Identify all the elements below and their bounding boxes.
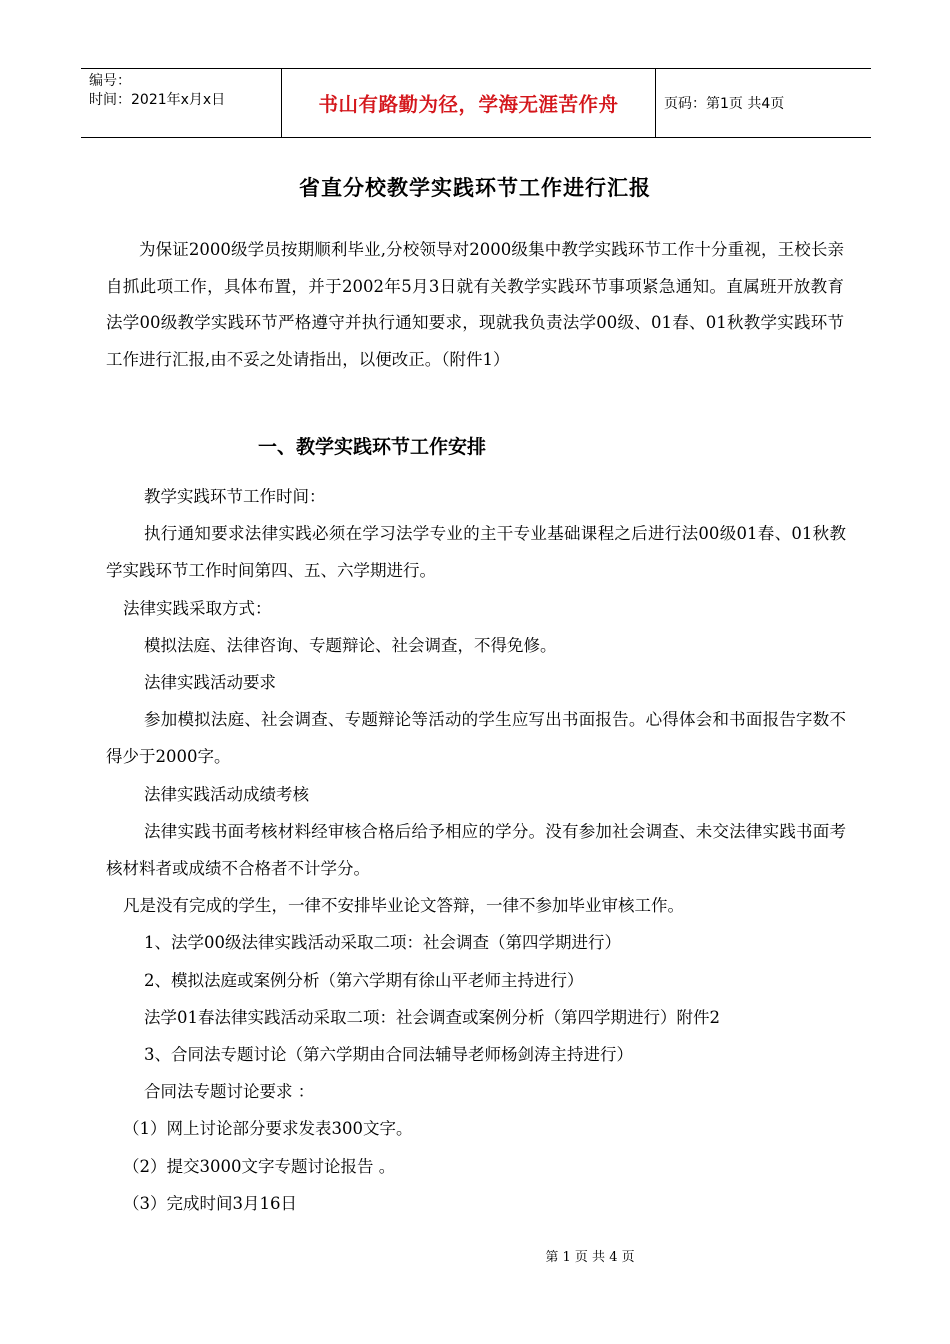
practice-assessment-text: 法律实践书面考核材料经审核合格后给予相应的学分。没有参加社会调查、未交法律实践书面考核材料者或成绩不合格者不计学分。 [106, 821, 846, 879]
work-time-label: 教学实践环节工作时间： [144, 487, 326, 506]
practice-assessment-label: 法律实践活动成绩考核 [144, 784, 309, 804]
motto: 书山有路勤为径，学海无涯苦作舟 [318, 93, 619, 116]
contract-law-requirement-label: 合同法专题讨论要求 ： [144, 1082, 315, 1102]
practice-method-text: 模拟法庭、法律咨询、专题辩论、社会调查，不得免修。 [144, 635, 557, 655]
section-heading-1: 一、教学实践环节工作安排 [258, 436, 487, 458]
requirement-3: （3）完成时间3月16日 [123, 1193, 297, 1213]
graduation-note: 凡是没有完成的学生，一律不安排毕业论文答辩，一律不参加毕业审核工作。 [123, 896, 684, 916]
requirement-1: （1）网上讨论部分要求发表300文字。 [123, 1119, 413, 1139]
header-table [81, 68, 871, 138]
practice-requirement-label: 法律实践活动要求 [144, 673, 276, 693]
intro-block [106, 232, 844, 378]
practice-requirement-text: 参加模拟法庭、社会调查、专题辩论等活动的学生应写出书面报告。心得体会和书面报告字数不得少于2000字。 [106, 710, 846, 767]
item-3: 3、合同法专题讨论（第六学期由合同法辅导老师杨剑涛主持进行） [144, 1045, 633, 1065]
header-motto-cell [282, 69, 656, 137]
page-footer: 第 1 页 共 4 页 [545, 1250, 635, 1265]
intro-paragraph: 为保证2000级学员按期顺利毕业,分校领导对2000级集中教学实践环节工作十分重视，王校长亲自抓此项工作，具体布置，并于2002年5月3日就有关教学实践环节事项紧急通知。直属班开放教育法学00级教学实践环节严格遵守并执行通知要求，现就我负责法学00级、01春、01秋教学实践环节工作进行汇报,由不妥之处请指出，以便改正。（附件1） [106, 240, 844, 369]
section-1-body [106, 478, 846, 1222]
document-title: 省直分校教学实践环节工作进行汇报 [299, 176, 651, 200]
header-meta [81, 69, 282, 137]
work-time-text: 执行通知要求法律实践必须在学习法学专业的主干专业基础课程之后进行法00级01春、01秋教学实践环节工作时间第四、五、六学期进行。 [106, 524, 846, 581]
header-page-cell [656, 69, 871, 137]
item-1: 1、法学00级法律实践活动采取二项：社会调查（第四学期进行） [144, 933, 621, 953]
requirement-2: （2）提交3000文字专题讨论报告 。 [123, 1156, 396, 1176]
number-label: 编号： [89, 73, 131, 89]
time-label: 时间：2021年x月x日 [89, 92, 226, 108]
law-01-spring-note: 法学01春法律实践活动采取二项：社会调查或案例分析（第四学期进行）附件2 [144, 1007, 720, 1027]
item-2: 2、模拟法庭或案例分析（第六学期有徐山平老师主持进行） [144, 970, 584, 990]
practice-method-label: 法律实践采取方式： [123, 598, 272, 618]
page-label: 页码：第1页 共4页 [664, 96, 785, 112]
